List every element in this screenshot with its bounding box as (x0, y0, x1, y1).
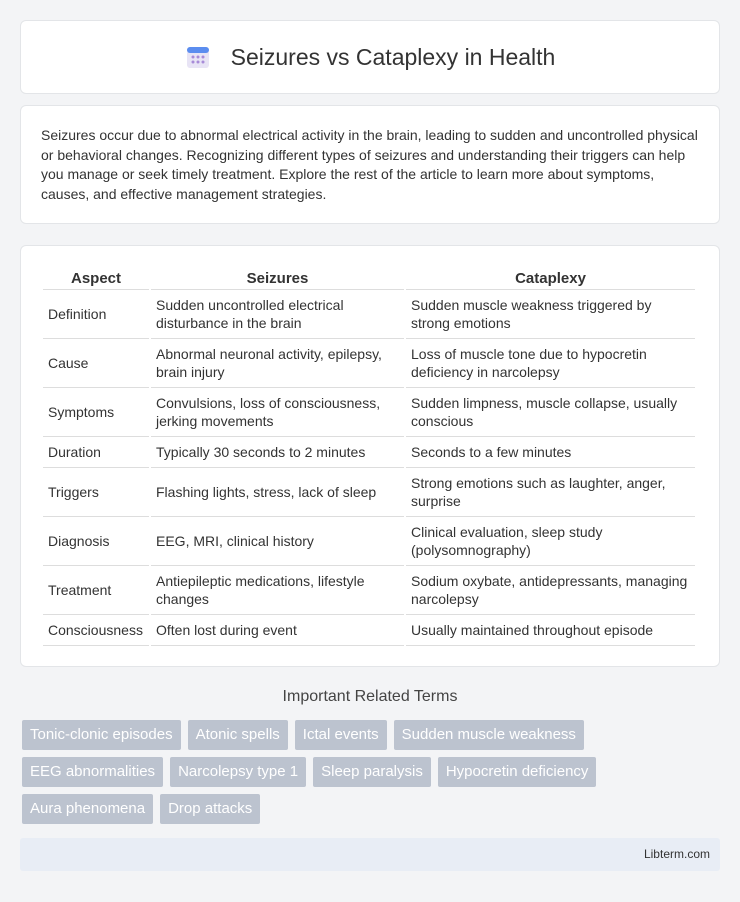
footer-site-link[interactable]: Libterm.com (643, 847, 710, 861)
related-term-tag[interactable]: Hypocretin deficiency (438, 757, 597, 787)
table-row (43, 517, 695, 566)
related-term-tag[interactable]: Narcolepsy type 1 (170, 757, 306, 787)
cataplexy-cell: Sodium oxybate, antidepressants, managing narcolepsy (406, 566, 695, 615)
cataplexy-cell: Usually maintained throughout episode (406, 615, 695, 646)
comparison-table (41, 264, 697, 646)
cataplexy-cell: Strong emotions such as laughter, anger, surprise (406, 468, 695, 517)
table-row (43, 388, 695, 437)
aspect-cell: Triggers (43, 468, 149, 517)
header-cataplexy: Cataplexy (406, 264, 695, 290)
intro-text: Seizures occur due to abnormal electrical activity in the brain, leading to sudden and uncontrolled physical or behavioral changes. Recognizing different types of seizures and understanding their triggers can help you manage or seek timely treatment. Explore the rest of the article to learn more about symptoms, causes, and effective management strategies. (41, 127, 698, 202)
seizures-cell: EEG, MRI, clinical history (151, 517, 404, 566)
table-row (43, 290, 695, 339)
related-term-tag[interactable]: Drop attacks (160, 794, 260, 824)
cataplexy-cell: Sudden limpness, muscle collapse, usually conscious (406, 388, 695, 437)
seizures-cell: Antiepileptic medications, lifestyle changes (151, 566, 404, 615)
aspect-cell: Symptoms (43, 388, 149, 437)
aspect-cell: Cause (43, 339, 149, 388)
aspect-cell: Consciousness (43, 615, 149, 646)
seizures-cell: Abnormal neuronal activity, epilepsy, brain injury (151, 339, 404, 388)
table-header-row (43, 264, 695, 290)
related-term-tag[interactable]: Sleep paralysis (313, 757, 431, 787)
table-row (43, 566, 695, 615)
seizures-cell: Convulsions, loss of consciousness, jerking movements (151, 388, 404, 437)
footer (20, 838, 720, 871)
header-aspect: Aspect (43, 264, 149, 290)
related-term-tag[interactable]: Tonic-clonic episodes (22, 720, 181, 750)
cataplexy-cell: Loss of muscle tone due to hypocretin deficiency in narcolepsy (406, 339, 695, 388)
table-row (43, 437, 695, 468)
seizures-cell: Typically 30 seconds to 2 minutes (151, 437, 404, 468)
calendar-icon (185, 44, 211, 70)
related-term-tag[interactable]: EEG abnormalities (22, 757, 163, 787)
related-term-tag[interactable]: Aura phenomena (22, 794, 153, 824)
header-card (20, 20, 720, 94)
related-term-tag[interactable]: Sudden muscle weakness (394, 720, 584, 750)
table-row (43, 339, 695, 388)
cataplexy-cell: Seconds to a few minutes (406, 437, 695, 468)
seizures-cell: Often lost during event (151, 615, 404, 646)
aspect-cell: Treatment (43, 566, 149, 615)
cataplexy-cell: Sudden muscle weakness triggered by strong emotions (406, 290, 695, 339)
related-terms-list (22, 720, 722, 831)
aspect-cell: Duration (43, 437, 149, 468)
related-term-tag[interactable]: Ictal events (295, 720, 387, 750)
related-term-tag[interactable]: Atonic spells (188, 720, 288, 750)
intro-card (20, 105, 720, 224)
seizures-cell: Sudden uncontrolled electrical disturbance in the brain (151, 290, 404, 339)
table-row (43, 468, 695, 517)
comparison-card (20, 245, 720, 667)
cataplexy-cell: Clinical evaluation, sleep study (polysomnography) (406, 517, 695, 566)
aspect-cell: Definition (43, 290, 149, 339)
related-terms-title: Important Related Terms (282, 688, 458, 705)
table-row (43, 615, 695, 646)
page-title: Seizures vs Cataplexy in Health (230, 43, 556, 70)
header-seizures: Seizures (151, 264, 404, 290)
seizures-cell: Flashing lights, stress, lack of sleep (151, 468, 404, 517)
aspect-cell: Diagnosis (43, 517, 149, 566)
